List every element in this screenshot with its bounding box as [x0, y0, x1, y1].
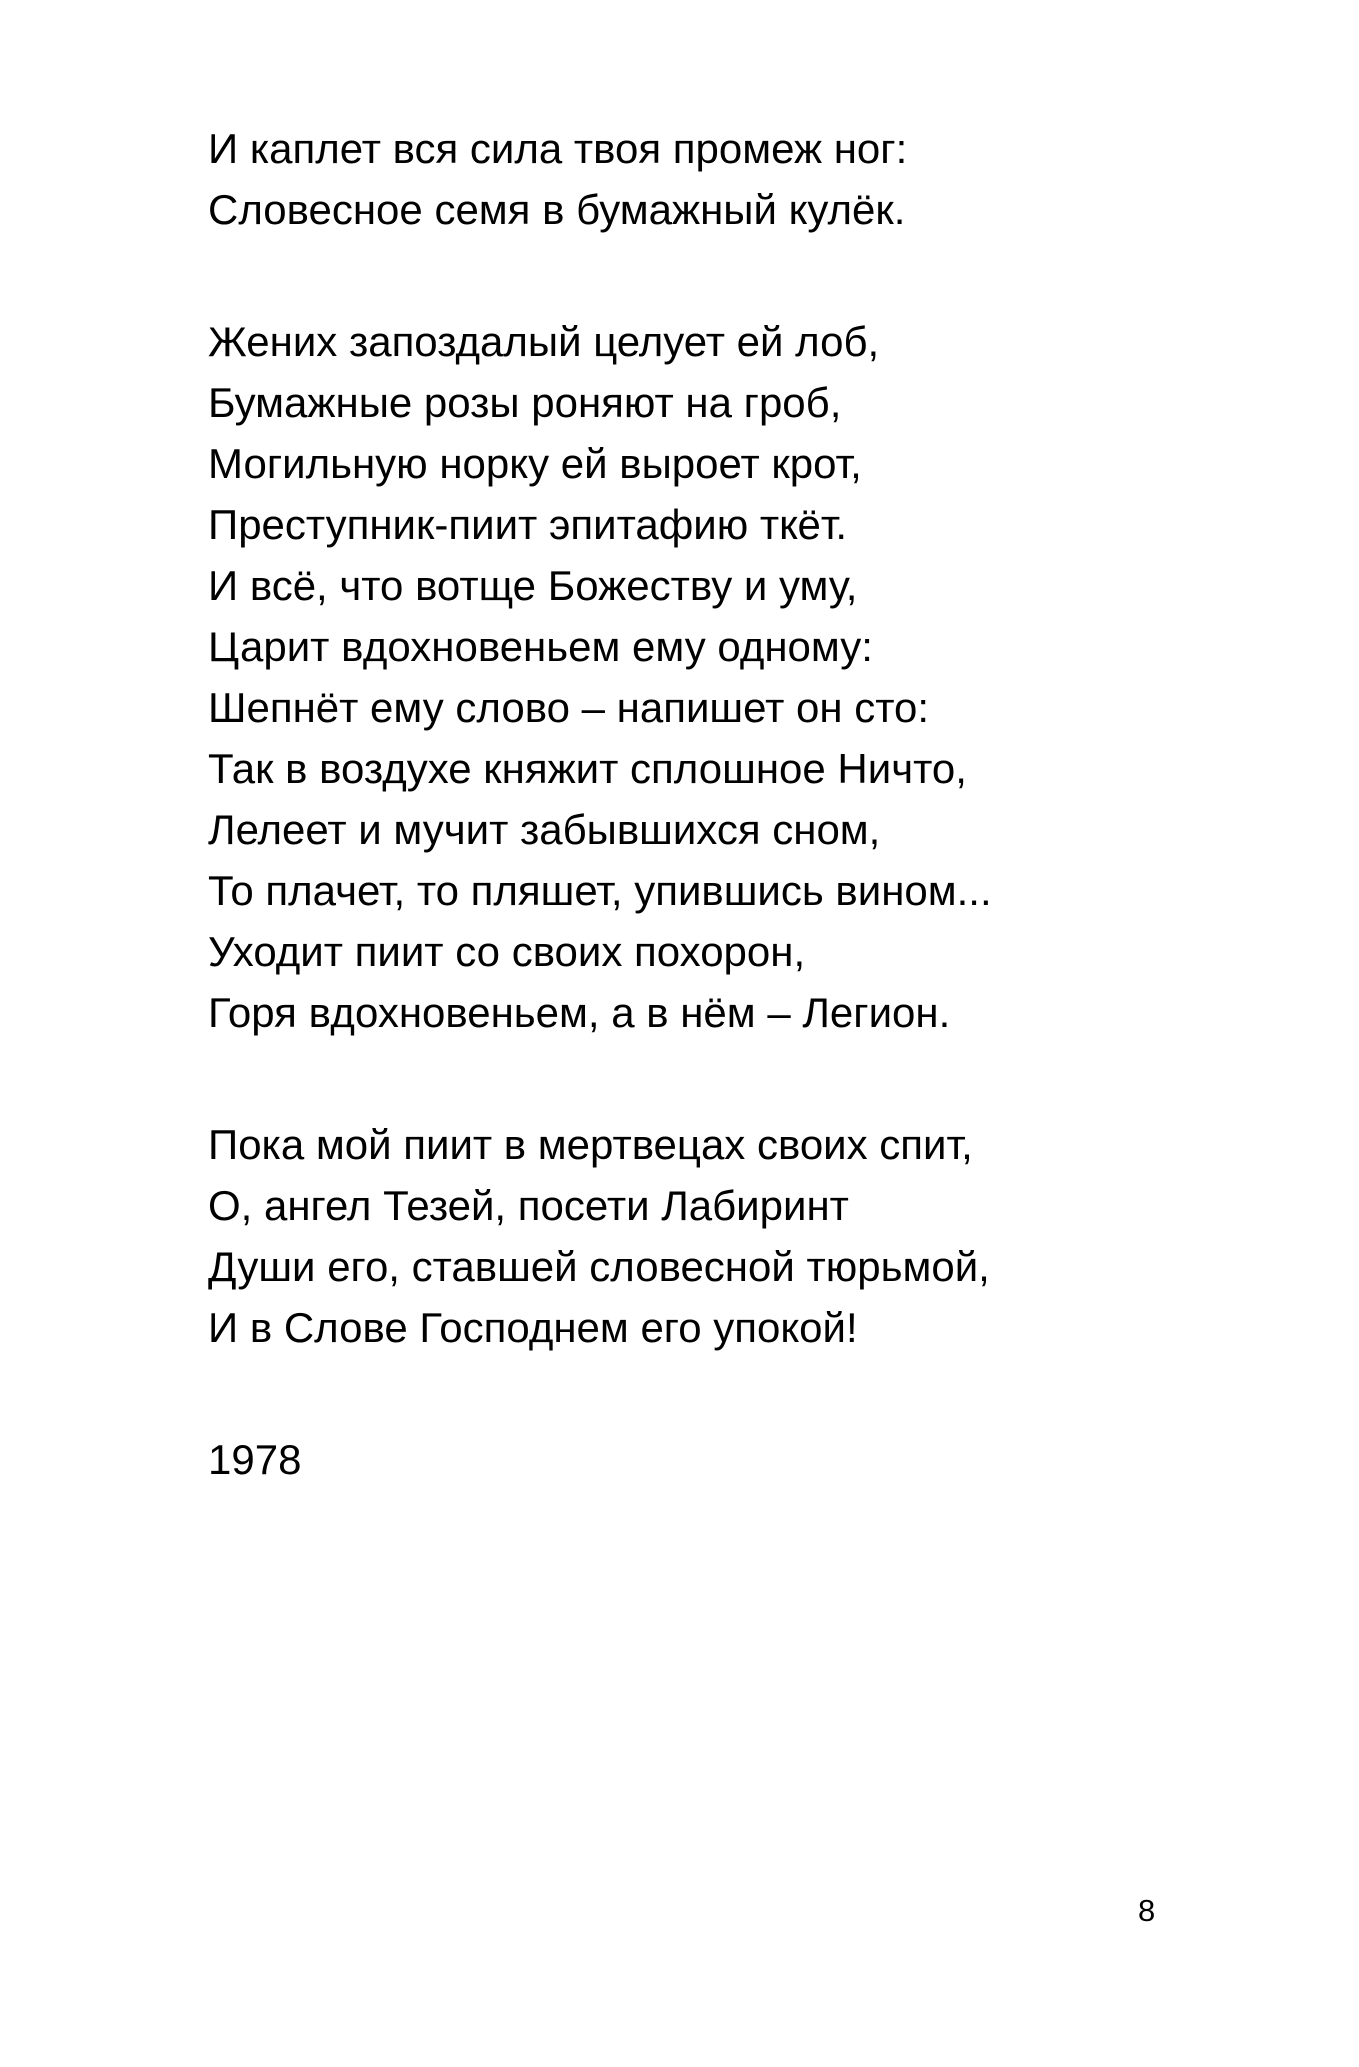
poem-line: Жених запоздалый целует ей лоб, — [208, 318, 880, 365]
poem-line: Словесное семя в бумажный кулёк. — [208, 186, 906, 233]
poem-line: Царит вдохновеньем ему одному: — [208, 623, 873, 670]
poem-line: Лелеет и мучит забывшихся сном, — [208, 806, 881, 853]
poem-line: Пока мой пиит в мертвецах своих спит, — [208, 1121, 973, 1168]
poem-line: Шепнёт ему слово – напишет он сто: — [208, 684, 929, 731]
poem — [208, 118, 1208, 1490]
poem-line: И всё, что вотще Божеству и уму, — [208, 562, 858, 609]
stanza-2 — [208, 311, 1208, 1043]
stanza-3 — [208, 1114, 1208, 1358]
stanza-gap — [208, 240, 1208, 311]
stanza-1 — [208, 118, 1208, 240]
poem-line: И в Слове Господнем его упокой! — [208, 1304, 858, 1351]
poem-line: Горя вдохновеньем, а в нём – Легион. — [208, 989, 951, 1036]
page-number: 8 — [1138, 1893, 1156, 1928]
poem-year: 1978 — [208, 1436, 302, 1483]
poem-line: Бумажные розы роняют на гроб, — [208, 379, 842, 426]
poem-line: Души его, ставшей словесной тюрьмой, — [208, 1243, 990, 1290]
poem-line: Преступник-пиит эпитафию ткёт. — [208, 501, 848, 548]
poem-line: Уходит пиит со своих похорон, — [208, 928, 806, 975]
poem-line: Могильную норку ей выроет крот, — [208, 440, 862, 487]
poem-line: То плачет, то пляшет, упившись вином... — [208, 867, 992, 914]
stanza-gap — [208, 1358, 1208, 1429]
poem-line: И каплет вся сила твоя промеж ног: — [208, 125, 908, 172]
poem-line: О, ангел Тезей, посети Лабиринт — [208, 1182, 849, 1229]
stanza-gap — [208, 1043, 1208, 1114]
poem-line: Так в воздухе княжит сплошное Ничто, — [208, 745, 967, 792]
